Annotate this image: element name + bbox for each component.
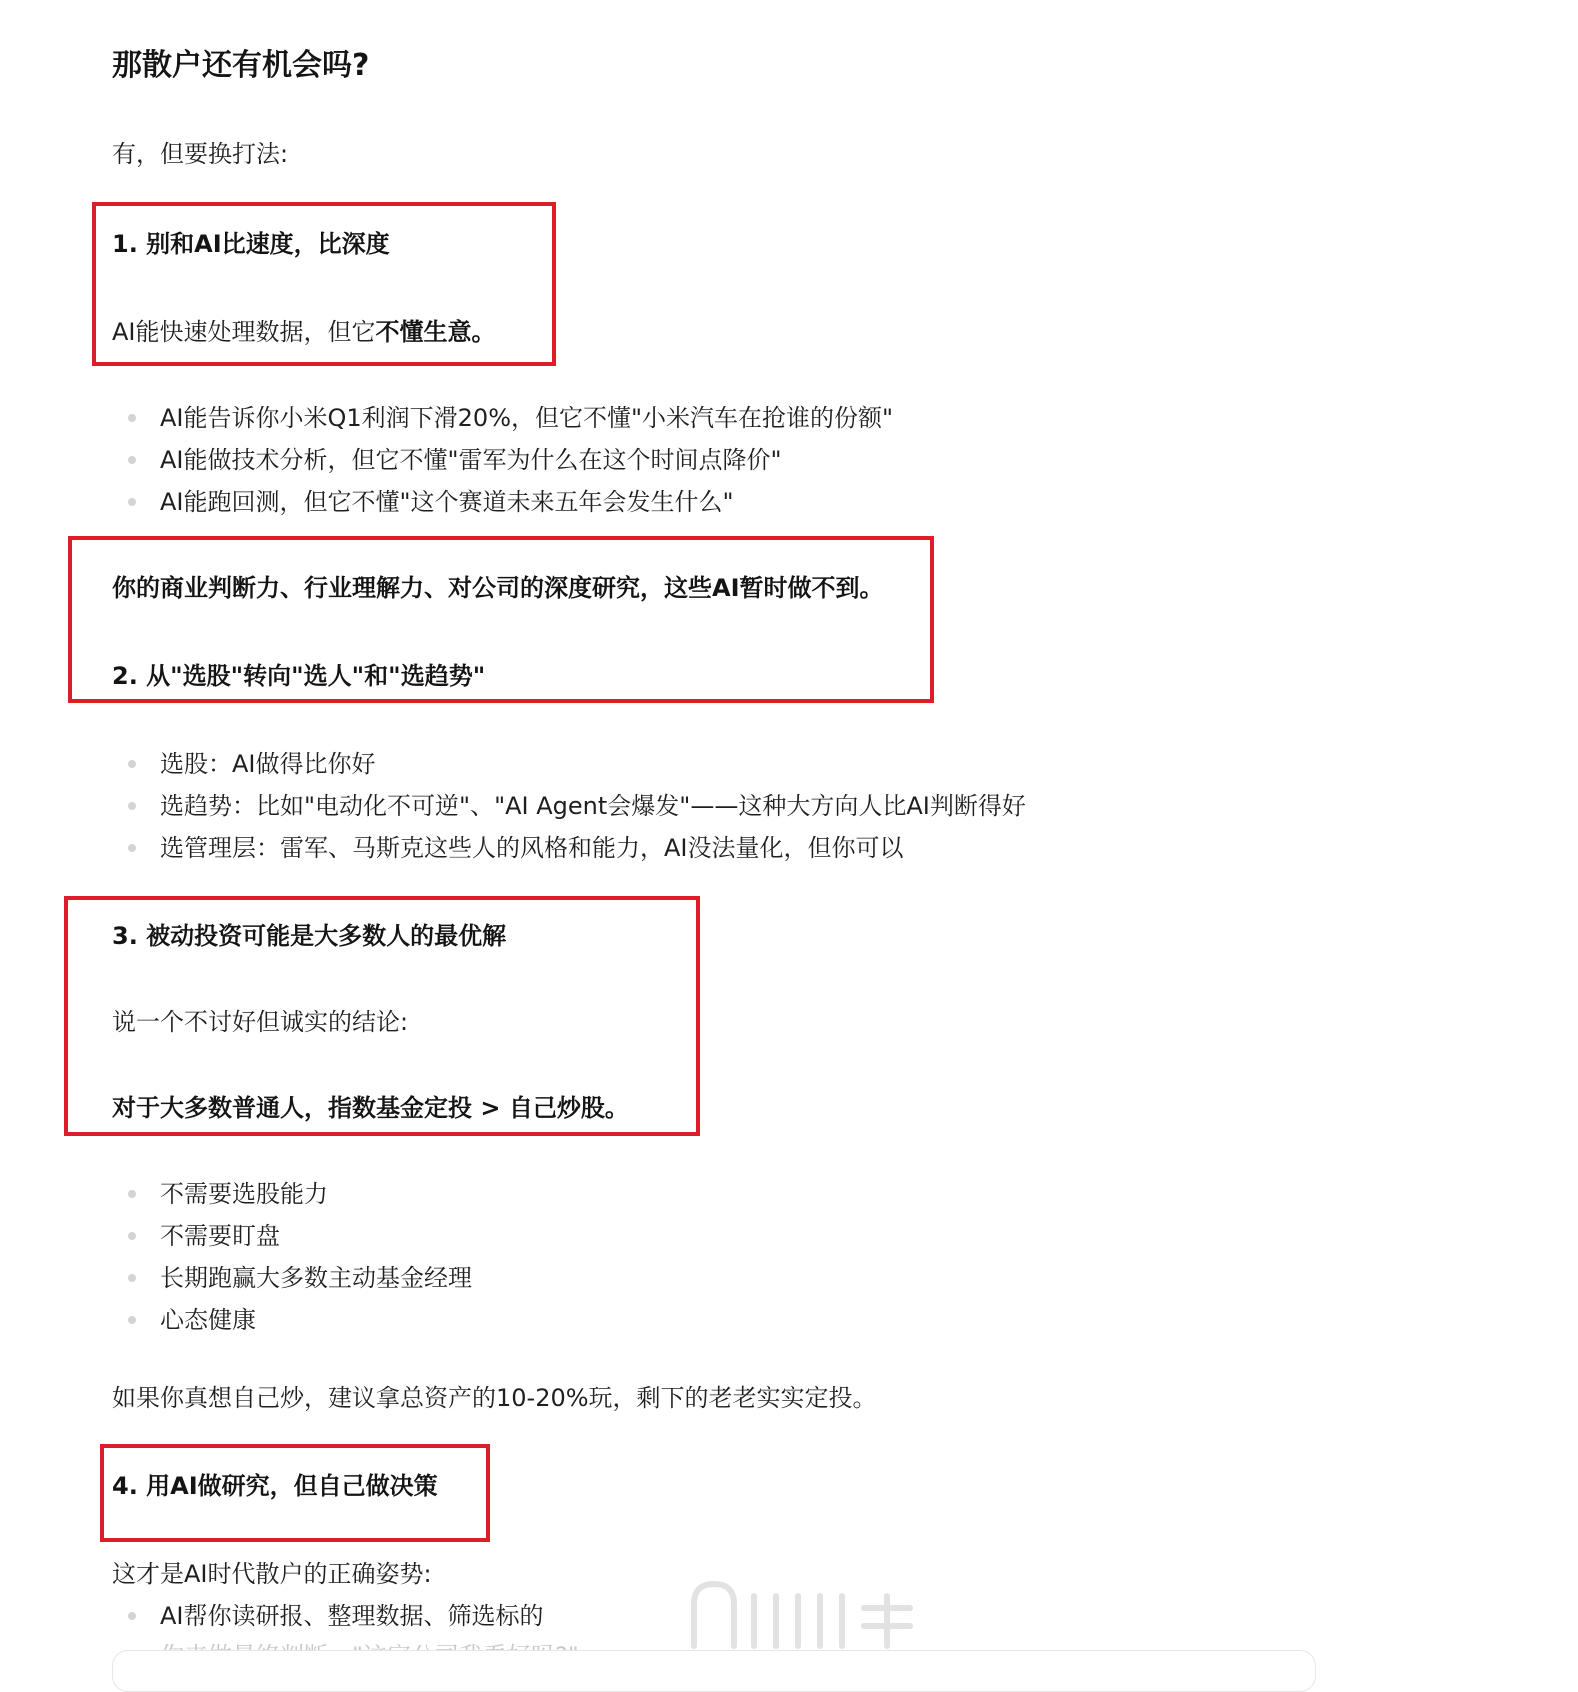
bullet-dot: [128, 498, 136, 506]
section-1-bullet: AI能跑回测，但它不懂"这个赛道未来五年会发生什么": [160, 488, 734, 516]
section-1-line: [112, 316, 496, 348]
section-3-bullet: 心态健康: [160, 1306, 256, 1334]
section-3-bullet: 不需要盯盘: [160, 1222, 280, 1250]
section-3-bullet: 不需要选股能力: [160, 1180, 328, 1208]
bullet-dot: [128, 1316, 136, 1324]
conclusion-1: 你的商业判断力、行业理解力、对公司的深度研究，这些AI暂时做不到。: [112, 574, 884, 602]
bullet-dot: [128, 760, 136, 768]
advice-text: 如果你真想自己炒，建议拿总资产的10-20%玩，剩下的老老实实定投。: [112, 1384, 877, 1412]
section-4-line-1: 这才是AI时代散户的正确姿势:: [112, 1560, 432, 1588]
bullet-dot: [128, 1232, 136, 1240]
section-3-bullet: 长期跑赢大多数主动基金经理: [160, 1264, 472, 1292]
bullet-dot: [128, 1612, 136, 1620]
section-1-line-prefix: AI能快速处理数据，但它: [112, 318, 376, 346]
bullet-dot: [128, 1274, 136, 1282]
intro-text: 有，但要换打法:: [112, 140, 289, 168]
section-4-bullet: AI帮你读研报、整理数据、筛选标的: [160, 1602, 544, 1630]
section-4-title: 4. 用AI做研究，但自己做决策: [112, 1472, 438, 1500]
section-1-bullet: AI能做技术分析，但它不懂"雷军为什么在这个时间点降价": [160, 446, 782, 474]
section-2-bullet: 选管理层：雷军、马斯克这些人的风格和能力，AI没法量化，但你可以: [160, 834, 904, 862]
bullet-dot: [128, 414, 136, 422]
section-1-title: 1. 别和AI比速度，比深度: [112, 230, 390, 258]
page-heading: 那散户还有机会吗?: [112, 48, 370, 83]
section-2-bullet: 选股：AI做得比你好: [160, 750, 376, 778]
watermark-logo-icon: [688, 1580, 918, 1652]
bullet-dot: [128, 1190, 136, 1198]
section-3-line-1: 说一个不讨好但诚实的结论:: [112, 1008, 409, 1036]
bullet-dot: [128, 802, 136, 810]
bullet-dot: [128, 456, 136, 464]
section-2-bullet: 选趋势：比如"电动化不可逆"、"AI Agent会爆发"——这种大方向人比AI判断得好: [160, 792, 1026, 820]
bottom-input-panel[interactable]: [112, 1650, 1316, 1692]
section-3-line-2: 对于大多数普通人，指数基金定投 > 自己炒股。: [112, 1094, 629, 1122]
bullet-dot: [128, 844, 136, 852]
section-2-title: 2. 从"选股"转向"选人"和"选趋势": [112, 662, 486, 690]
section-1-bullet: AI能告诉你小米Q1利润下滑20%，但它不懂"小米汽车在抢谁的份额": [160, 404, 894, 432]
section-1-line-bold: 不懂生意。: [375, 318, 496, 346]
section-3-title: 3. 被动投资可能是大多数人的最优解: [112, 922, 507, 950]
